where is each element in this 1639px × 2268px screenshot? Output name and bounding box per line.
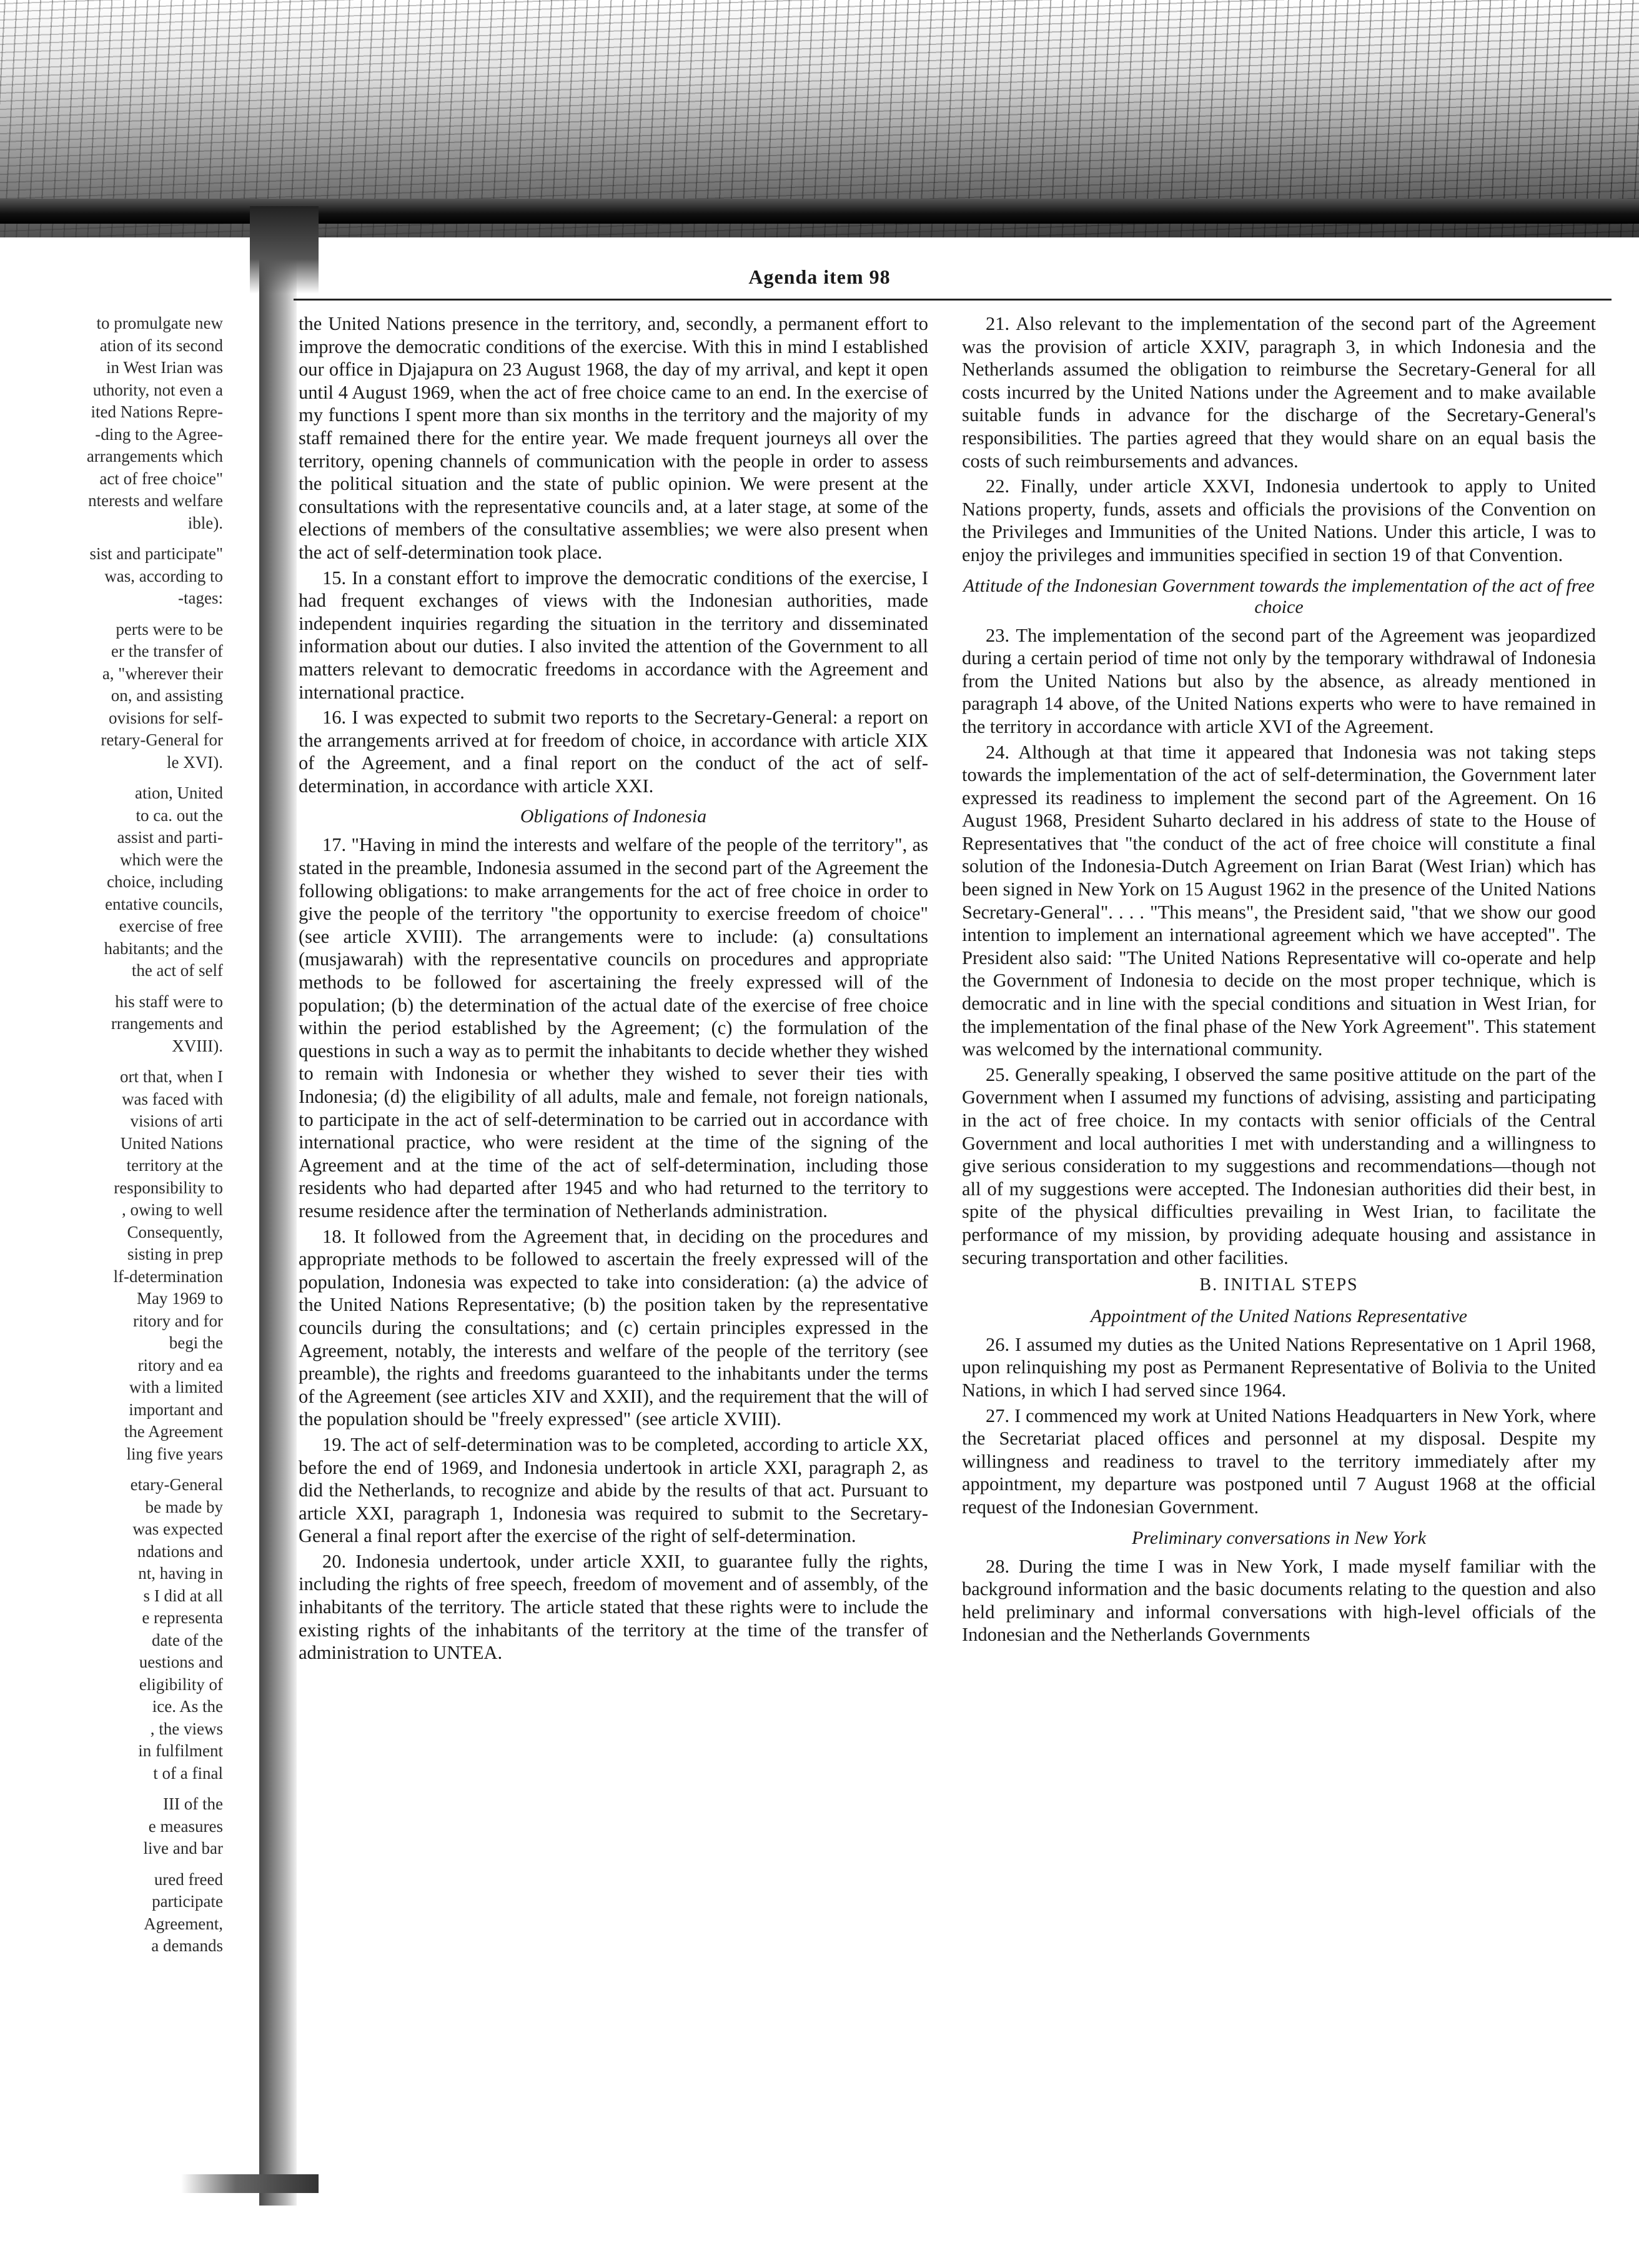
left-fragment-line: entative councils, [105, 894, 223, 913]
paragraph: 24. Although at that time it appeared that Indonesia was not taking steps towards the implementation of the act of self-determination, the Government later expressed its readiness to implement the second part of the Agreement. On 16 August 1968, President Suharto declared in his address of state to the House of Representatives that "the conduct of the act of free choice will constitute a final solution of the Indonesia-Dutch Agreement on Irian Barat (West Irian) which has been signed in New York on 15 August 1962 in the presence of the United Nations Secretary-General". . . . "This means", the President said, "that we show our good intention to implement an international agreement which we have accepted". The President also said: "The United Nations Representative will co-operate and help the Government of Indonesia to decide on the most proper technique, which is democratic and in line with the special conditions and situation in West Irian, for the implementation of the final phase of the New York Agreement". This statement was welcomed by the international community. [962, 741, 1596, 1060]
middle-column [299, 312, 928, 2181]
left-fragment-line: was expected [132, 1519, 223, 1538]
paragraph: the United Nations presence in the territory, and, secondly, a permanent effort to improve the democratic conditions of the exercise. With this in mind I established our office in Djajapura on 23 August 1968, the day of my arrival, and kept it open until 4 August 1969, when the act of free choice came to an end. In the exercise of my functions I spent more than six months in the territory and the majority of my staff remained there for the entire year. We made frequent journeys all over the territory, opening channels of communication with the people in order to assess the political situation and the state of public opinion. We were present at the consultations with the representative councils and, at a later stage, at some of the elections of members of the consultative assemblies; we were also present when the act of self-determination took place. [299, 313, 928, 563]
left-fragment-line: , owing to well [122, 1200, 223, 1219]
left-fragment-line: ritory and for [133, 1311, 223, 1330]
left-fragment-line: was faced with [122, 1089, 223, 1108]
subsection-heading: Attitude of the Indonesian Government towards the implementation of the act of free choice [963, 575, 1595, 617]
left-fragment-line: ritory and ea [137, 1355, 223, 1375]
left-fragment-block [7, 1869, 223, 1957]
left-fragment-line: participate [152, 1892, 223, 1911]
left-fragment-block [7, 782, 223, 982]
subsection-heading: Appointment of the United Nations Representative [1091, 1305, 1467, 1326]
paragraph: 19. The act of self-determination was to be completed, according to article XX, before the end of 1969, and Indonesia undertook in article XXI, paragraph 2, as did the Netherlands, to recognize and abide by the results of that act. Pursuant to article XXI, paragraph 1, Indonesia was required to submit to the Secretary-General a final report after the exercise of the right of self-determination. [299, 1433, 928, 1547]
left-fragment-line: sist and participate" [89, 544, 223, 563]
left-fragment-block [7, 543, 223, 610]
header-rule [294, 299, 1612, 301]
left-fragment-line: the act of self [131, 961, 223, 980]
paragraph: 22. Finally, under article XXVI, Indonesia undertook to apply to United Nations property, funds, assets and officials the provisions of the Convention on the Privileges and Immunities of the United Nations. Under this article, I was to enjoy the privileges and immunities specified in section 19 of that Convention. [962, 475, 1596, 565]
left-fragment-line: rrangements and [111, 1014, 223, 1033]
left-fragment-line: III of the [163, 1794, 223, 1813]
left-fragment-line: ited Nations Repre- [91, 402, 223, 421]
left-fragment-line: United Nations [120, 1133, 223, 1153]
right-column [962, 312, 1596, 2181]
left-fragment-line: nt, having in [138, 1564, 223, 1583]
left-fragment-block [7, 619, 223, 774]
left-fragment-line: uthority, not even a [92, 380, 223, 399]
page-header: Agenda item 98 [748, 266, 891, 288]
paragraph: 16. I was expected to submit two reports to the Secretary-General: a report on the arrangements arrived at for freedom of choice, in accordance with article XIX of the Agreement, and a final report on the conduct of the act of self-determination, in accordance with article XXI. [299, 707, 928, 797]
left-fragment-line: lf-determination [113, 1266, 223, 1286]
left-fragment-block [7, 991, 223, 1058]
left-fragment-line: , the views [150, 1719, 223, 1738]
left-fragment-line: ndations and [137, 1541, 223, 1561]
left-fragment-line: habitants; and the [104, 938, 223, 958]
left-fragment-line: important and [129, 1400, 223, 1419]
left-fragment-line: -tages: [178, 589, 223, 607]
left-fragment-line: XVIII). [172, 1036, 223, 1055]
left-fragment-line: date of the [152, 1630, 223, 1649]
left-fragment-line: his staff were to [115, 992, 223, 1011]
subsection-heading: Obligations of Indonesia [520, 806, 707, 827]
spine-bottom-edge [181, 2174, 319, 2193]
left-fragment-line: ured freed [154, 1869, 223, 1889]
paragraph: 27. I commenced my work at United Nations Headquarters in New York, where the Secretariat placed offices and personnel at my disposal. Despite my willingness and readiness to travel to the territory immediately after my appointment, my departure was postponed until 7 August 1968 at the official request of the Indonesian Government. [962, 1405, 1596, 1518]
paragraph: 20. Indonesia undertook, under article XXII, to guarantee fully the rights, including the rights of free speech, freedom of movement and of assembly, of the inhabitants of the territory. The article stated that these rights were to include the existing rights of the inhabitants of the territory at the time of the transfer of administration to UNTEA. [299, 1550, 928, 1664]
paragraph: 15. In a constant effort to improve the democratic conditions of the exercise, I had frequent exchanges of views with the Indonesian authorities, made independent inquiries regarding the situation in the territory and disseminated information about our duties. I also invited the attention of the Government to all matters relevant to democratic freedoms in accordance with the Agreement and international practice. [299, 567, 928, 703]
left-fragment-line: ling five years [126, 1444, 223, 1463]
left-fragment-line: e representa [142, 1608, 223, 1627]
left-fragment-line: May 1969 to [137, 1289, 223, 1308]
left-fragment-line: ort that, when I [120, 1067, 223, 1086]
left-fragment-line: a, "wherever their [102, 664, 223, 683]
left-fragment-block [7, 1474, 223, 1784]
left-fragment-line: choice, including [107, 872, 223, 891]
left-fragment-line: to promulgate new [96, 314, 223, 332]
left-fragment-line: sisting in prep [127, 1245, 223, 1263]
left-fragment-line: Consequently, [127, 1222, 223, 1241]
left-fragment-line: exercise of free [119, 917, 223, 935]
left-fragment-line: perts were to be [116, 619, 223, 639]
left-fragment-line: retary-General for [101, 730, 223, 749]
left-fragment-line: was, according to [104, 566, 223, 585]
left-fragment-line: be made by [145, 1497, 223, 1516]
left-fragment-line: the Agreement [124, 1422, 223, 1441]
left-fragment-line: etary-General [130, 1475, 223, 1494]
section-heading: B. INITIAL STEPS [1199, 1275, 1359, 1295]
left-fragment-line: uestions and [139, 1653, 223, 1671]
left-fragment-line: ible). [187, 513, 223, 532]
left-fragment-line: begi the [169, 1333, 223, 1352]
left-fragment-line: which were the [120, 850, 223, 869]
left-page-fragment [7, 312, 223, 1966]
left-fragment-line: with a limited [129, 1378, 223, 1396]
scan-dark-edge [0, 199, 1639, 224]
left-fragment-line: act of free choice" [99, 469, 223, 488]
left-fragment-line: territory at the [126, 1156, 223, 1175]
left-fragment-line: arrangements which [86, 447, 223, 465]
left-fragment-line: ation, United [135, 783, 223, 802]
left-fragment-line: on, and assisting [111, 686, 223, 705]
left-fragment-line: in fulfilment [138, 1741, 223, 1760]
left-fragment-line: ice. As the [152, 1697, 223, 1716]
book-spine-shadow [259, 206, 297, 2206]
left-fragment-line: eligibility of [139, 1674, 223, 1694]
paragraph: 17. "Having in mind the interests and welfare of the people of the territory", as stated in the preamble, Indonesia assumed in the second part of the Agreement the following obligations: to make arrangements for the act of free choice in order to give the people of the territory "the opportunity to exercise freedom of choice" (see article XVIII). The arrangements were to include: (a) consultations (musjawarah) with the representative councils on procedures and appropriate methods to be followed for ascertaining the freely expressed will of the population; (b) the determination of the actual date of the exercise of free choice within the period established by the Agreement; (c) the formulation of the questions in such a way as to permit the inhabitants to decide whether they wished to remain with Indonesia or whether they wished to sever their ties with Indonesia; (d) the eligibility of all adults, male and female, not foreign nationals, to participate in the act of self-determination to be carried out in accordance with international practice, who were resident at the time of the signing of the Agreement and at the time of the act of self-determination, including those residents who had departed after 1945 and who had returned to the territory to resume residence after the termination of Netherlands administration. [299, 834, 928, 1221]
paragraph: 23. The implementation of the second part of the Agreement was jeopardized during a certain period of time not only by the temporary withdrawal of Indonesia from the United Nations but also by the absence, as already mentioned in paragraph 14 above, of the United Nations experts who were to have remained in the territory in accordance with article XVI of the Agreement. [962, 624, 1596, 737]
left-fragment-line: in West Irian was [106, 358, 223, 377]
left-fragment-line: a demands [151, 1936, 223, 1955]
left-fragment-line: er the transfer of [111, 642, 223, 660]
left-fragment-line: e measures [148, 1816, 223, 1836]
left-fragment-line: s I did at all [143, 1586, 223, 1605]
paragraph: 26. I assumed my duties as the United Nations Representative on 1 April 1968, upon relinquishing my post as Permanent Representative of Bolivia to the United Nations, in which I had served since 1964. [962, 1333, 1596, 1401]
left-fragment-line: le XVI). [167, 752, 223, 772]
paragraph: 25. Generally speaking, I observed the same positive attitude on the part of the Government when I assumed my functions of advising, assisting and participating in the act of free choice. In my contacts with senior officials of the Central Government and local authorities I met with understanding and a willingness to give serious consideration to my suggestions and recommendations—though not all of my suggestions were accepted. The Indonesian authorities did their best, in spite of the physical difficulties prevailing in West Irian, to facilitate the performance of my mission, by providing adequate housing and assistance in securing transportation and other facilities. [962, 1063, 1596, 1268]
left-fragment-block [7, 1066, 223, 1465]
left-fragment-block [7, 312, 223, 534]
left-fragment-block [7, 1793, 223, 1860]
left-fragment-line: ation of its second [99, 336, 223, 355]
left-fragment-line: ovisions for self- [109, 708, 223, 727]
left-fragment-line: Agreement, [144, 1914, 223, 1933]
left-fragment-line: visions of arti [130, 1112, 223, 1130]
left-fragment-line: t of a final [153, 1763, 223, 1783]
paragraph: 18. It followed from the Agreement that, in deciding on the procedures and appropriate methods to be followed to ascertain the freely expressed will of the population, Indonesia was expected to take into consideration: (a) the advice of the United Nations Representative; (b) the position taken by the representative councils during the consultations; and (c) certain principles expressed in the Agreement, notably, the interests and welfare of the people of the territory (see preamble), the rights and freedoms guaranteed to the inhabitants under the terms of the Agreement (see articles XIV and XXII), and the requirement that the will of the population should be "freely expressed" (see article XVIII). [299, 1225, 928, 1430]
paragraph: 21. Also relevant to the implementation of the second part of the Agreement was the provision of article XXIV, paragraph 3, in which Indonesia and the Netherlands assumed the obligation to reimburse the Secretary-General for all costs incurred by the United Nations under the Agreement and to make available suitable funds in advance for the discharge of the Secretary-General's responsibilities. The parties agreed that they would share on an equal basis the costs of such reimbursements and advances. [962, 313, 1596, 472]
left-fragment-line: nterests and welfare [88, 491, 223, 510]
left-fragment-line: -ding to the Agree- [95, 424, 223, 444]
left-fragment-line: to ca. out the [136, 805, 223, 825]
left-fragment-line: responsibility to [114, 1178, 223, 1197]
paragraph: 28. During the time I was in New York, I made myself familiar with the background information and the basic documents relating to the question and also held preliminary and informal conversations with high-level officials of the Indonesian and the Netherlands Governments [962, 1555, 1596, 1646]
subsection-heading: Preliminary conversations in New York [1131, 1527, 1427, 1548]
left-fragment-line: assist and parti- [117, 828, 223, 847]
left-fragment-line: live and bar [143, 1839, 223, 1858]
